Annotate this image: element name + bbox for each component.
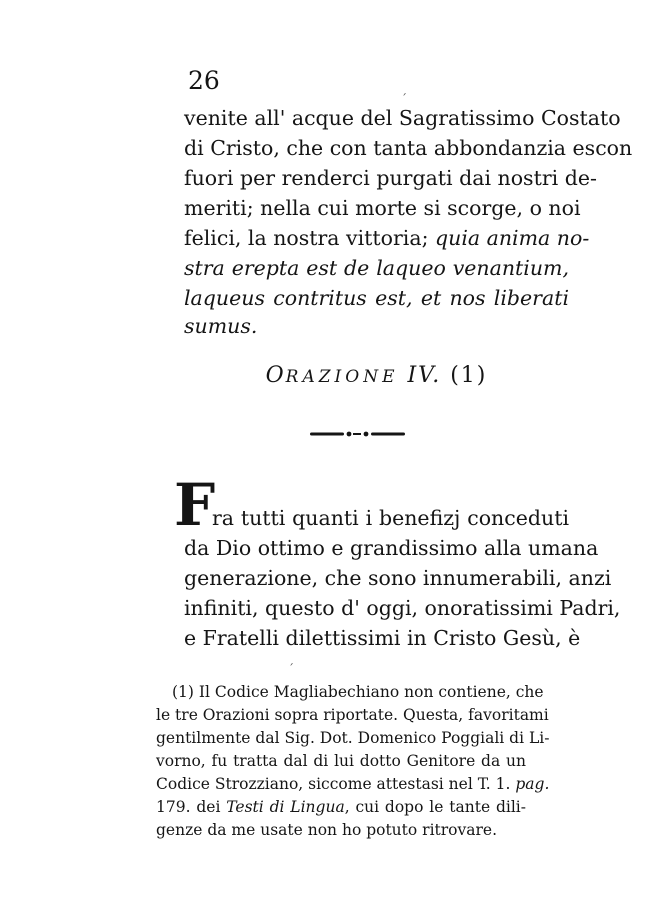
footnote-span: 179. dei	[156, 798, 221, 816]
section-heading	[184, 363, 569, 388]
latin-quote: et nos liberati	[420, 286, 569, 310]
footnote-line: vorno, fu tratta dal di lui dotto Genitore da un	[156, 752, 526, 770]
latin-quote: sumus.	[184, 314, 258, 338]
text-line	[184, 224, 590, 252]
page-number: 26	[188, 66, 220, 95]
print-speck: ˊ	[401, 92, 407, 106]
text-line: fuori per renderci purgati dai nostri de-	[184, 166, 597, 190]
text-line	[184, 254, 569, 282]
text-line: di Cristo, che con tanta abbondanzia escon	[184, 136, 633, 160]
footnote-italic: Testi di Lingua	[226, 798, 345, 816]
footnote-line: (1) Il Codice Magliabechiano non contiene, che	[172, 683, 544, 701]
print-speck: ˊ	[288, 662, 294, 676]
text-line: generazione, che sono innumerabili, anzi	[184, 566, 612, 590]
latin-quote: laqueus contritus est,	[184, 286, 413, 310]
latin-quote: quia anima no-	[435, 226, 590, 250]
text-line: da Dio ottimo e grandissimo alla umana	[184, 536, 599, 560]
footnote-line	[156, 797, 526, 818]
footnote-line	[156, 774, 550, 795]
footnote-span: , cui dopo le tante dili-	[344, 798, 526, 816]
ornament-divider	[310, 430, 405, 438]
text-line: infiniti, questo d' oggi, onoratissimi Padri,	[184, 596, 621, 620]
drop-cap: F	[174, 471, 216, 539]
text-line: e Fratelli dilettissimi in Cristo Gesù, è	[184, 626, 581, 650]
text-line	[184, 284, 569, 312]
text-line: ra tutti quanti i benefizj conceduti	[212, 506, 569, 530]
text-span: felici, la nostra vittoria;	[184, 226, 429, 250]
text-line	[184, 312, 569, 340]
heading-word: RAZIONE	[285, 367, 399, 387]
heading-numeral: IV.	[407, 363, 442, 388]
footnote-italic: pag.	[515, 775, 550, 793]
footnote-line: le tre Orazioni sopra riportate. Questa, favoritami	[156, 706, 549, 724]
text-line: venite all' acque del Sagratissimo Costato	[184, 106, 621, 130]
text-line: meriti; nella cui morte si scorge, o noi	[184, 196, 581, 220]
heading-initial: O	[265, 363, 286, 388]
footnote-span: Codice Strozziano, siccome attestasi nel T. 1.	[156, 775, 511, 793]
latin-quote: stra erepta est de laqueo venantium,	[184, 256, 569, 280]
footnote-ref: (1)	[450, 363, 488, 388]
footnote-line: genze da me usate non ho potuto ritrovare.	[156, 821, 497, 839]
footnote-line: gentilmente dal Sig. Dot. Domenico Poggiali di Li-	[156, 729, 550, 747]
